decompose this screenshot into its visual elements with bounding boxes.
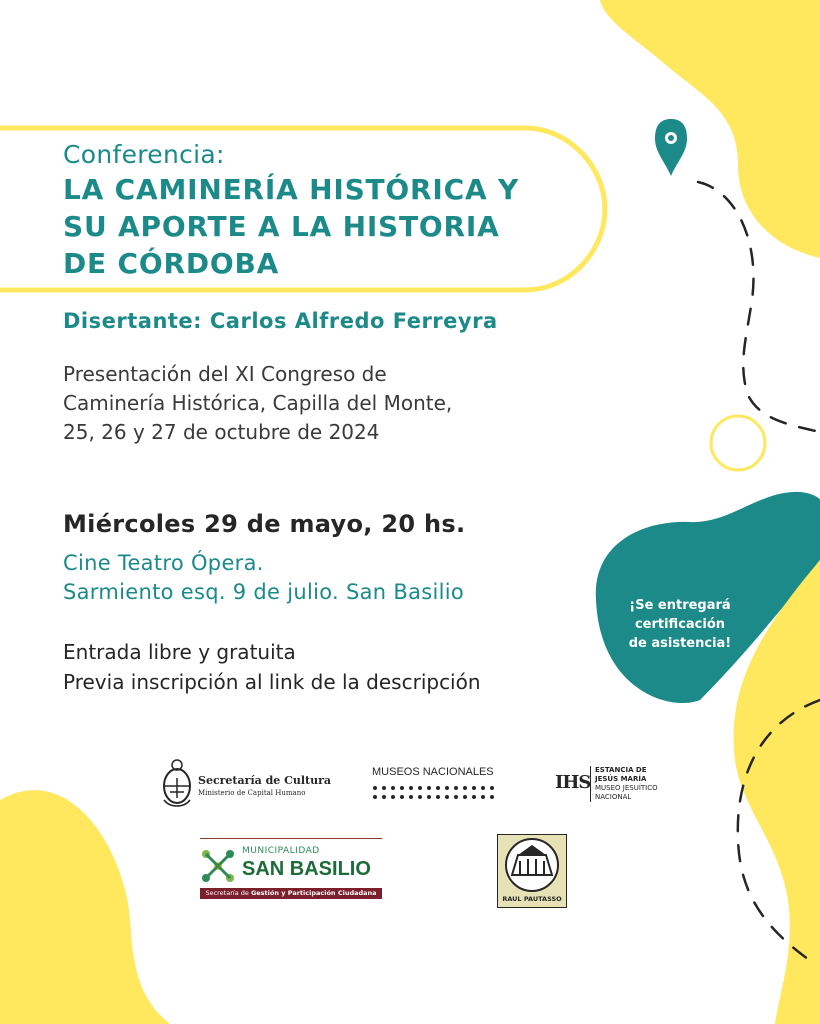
event-date: Miércoles 29 de mayo, 20 hs. [63, 510, 466, 538]
estancia-line-4: NACIONAL [595, 793, 632, 801]
yellow-ring [711, 416, 765, 470]
estancia-line-2: JESÚS MARÍA [595, 775, 647, 783]
sanbasilio-sub-bar [200, 888, 382, 899]
logo-estancia-jesus-maria [555, 766, 670, 806]
sanbasilio-name: SAN BASILIO [242, 858, 371, 880]
pautasso-name: RAUL PAUTASSO [502, 895, 562, 903]
venue-line-2: Sarmiento esq. 9 de julio. San Basilio [63, 580, 465, 604]
description-line-3: 25, 26 y 27 de octubre de 2024 [63, 420, 380, 444]
estancia-divider [590, 766, 591, 802]
entry-line-1: Entrada libre y gratuita [63, 640, 296, 664]
sanbasilio-top-rule [200, 838, 382, 839]
museos-dots-icon [372, 784, 498, 802]
cultura-sub: Ministerio de Capital Humano [198, 789, 306, 797]
certificate-note [600, 596, 760, 653]
estancia-line-1: ESTANCIA DE [595, 766, 647, 774]
entry-line-2: Previa inscripción al link de la descripción [63, 670, 481, 694]
description-line-1: Presentación del XI Congreso de [63, 362, 387, 386]
description-line-2: Caminería Histórica, Capilla del Monte, [63, 391, 453, 415]
cultura-name: Secretaría de Cultura [198, 774, 332, 787]
event-type-label: Conferencia: [63, 140, 225, 169]
yellow-blob-bottom-left [0, 790, 170, 1024]
argentina-coat-of-arms-icon [160, 756, 194, 810]
logo-san-basilio [198, 838, 384, 902]
logo-museos-nacionales [372, 766, 502, 806]
event-title-line-1: LA CAMINERÍA HISTÓRICA Y [63, 173, 520, 206]
event-title-line-3: DE CÓRDOBA [63, 247, 280, 280]
pautasso-emblem-icon [498, 835, 566, 895]
logo-secretaria-cultura [160, 756, 330, 812]
speaker: Disertante: Carlos Alfredo Ferreyra [63, 309, 498, 333]
certificate-line-2: certificación [634, 617, 726, 632]
certificate-line-3: de asistencia! [628, 636, 732, 651]
estancia-line-3: MUSEO JESUÍTICO [595, 784, 658, 792]
logo-raul-pautasso [497, 834, 567, 908]
sanbasilio-sub-bold: Gestión y Participación Ciudadana [250, 889, 377, 897]
event-title-line-2: SU APORTE A LA HISTORIA [63, 210, 500, 243]
estancia-monogram: IHS [555, 772, 591, 793]
sanbasilio-pre: MUNICIPALIDAD [242, 846, 320, 856]
museos-name: MUSEOS NACIONALES [372, 766, 494, 778]
san-basilio-emblem-icon [198, 846, 238, 886]
certificate-line-1: ¡Se entregará [629, 598, 731, 613]
yellow-blob-top-right [600, 0, 820, 258]
venue-line-1: Cine Teatro Ópera. [63, 551, 264, 575]
sanbasilio-sub-prefix: Secretaría de [205, 889, 251, 897]
location-pin-icon [655, 119, 687, 176]
